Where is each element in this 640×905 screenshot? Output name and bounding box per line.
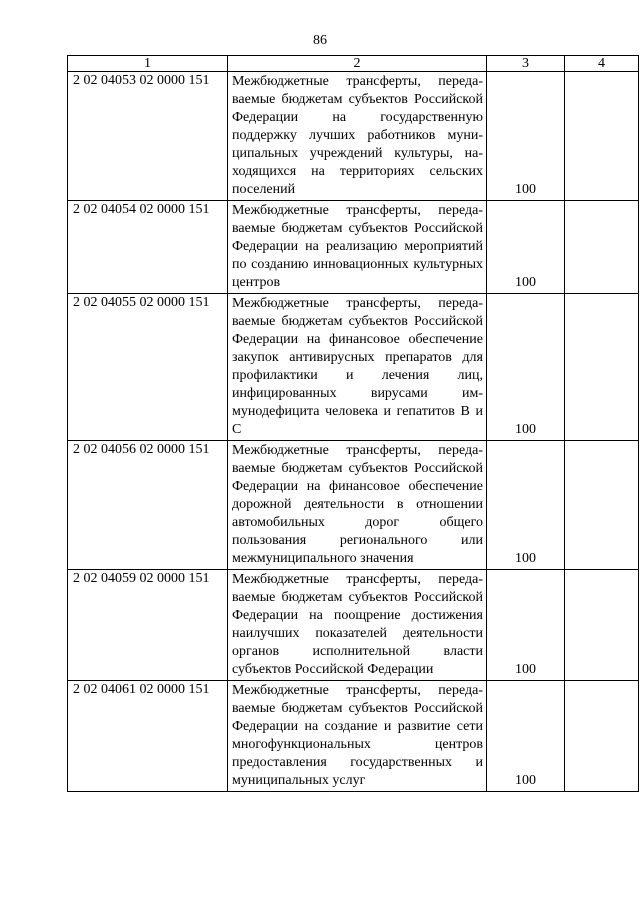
budget-code: 2 02 04053 02 0000 151 (68, 72, 228, 201)
column-4-cell (565, 570, 639, 681)
budget-table (67, 55, 639, 792)
amount: 100 (487, 294, 565, 441)
column-header-2: 2 (228, 56, 487, 72)
column-4-cell (565, 201, 639, 294)
table-body (68, 72, 639, 792)
table-row (68, 441, 639, 570)
page-number: 86 (313, 33, 327, 48)
column-header-3: 3 (487, 56, 565, 72)
description: Межбюджетные трансферты, передаваемые бюджетам субъектов Российской Федерации на поощрение достижения наилучших показателей деятельности органов исполнительной власти субъектов Российской Федерации (228, 570, 487, 681)
column-header-4: 4 (565, 56, 639, 72)
amount: 100 (487, 72, 565, 201)
table-row (68, 201, 639, 294)
budget-code: 2 02 04056 02 0000 151 (68, 441, 228, 570)
amount: 100 (487, 681, 565, 792)
amount: 100 (487, 570, 565, 681)
column-4-cell (565, 441, 639, 570)
column-4-cell (565, 681, 639, 792)
budget-code: 2 02 04059 02 0000 151 (68, 570, 228, 681)
column-4-cell (565, 294, 639, 441)
description: Межбюджетные трансферты, передаваемые бюджетам субъектов Российской Федерации на государственную поддержку лучших работников муниципальных учреждений культуры, находящихся на территориях сельских поселений (228, 72, 487, 201)
table-row (68, 72, 639, 201)
column-4-cell (565, 72, 639, 201)
amount: 100 (487, 441, 565, 570)
table-row (68, 681, 639, 792)
table-row (68, 294, 639, 441)
budget-code: 2 02 04061 02 0000 151 (68, 681, 228, 792)
budget-code: 2 02 04055 02 0000 151 (68, 294, 228, 441)
table-row (68, 570, 639, 681)
budget-code: 2 02 04054 02 0000 151 (68, 201, 228, 294)
description: Межбюджетные трансферты, передаваемые бюджетам субъектов Российской Федерации на финансовое обеспечение дорожной деятельности в отношении автомобильных дорог общего пользования регионального или межмуниципального значения (228, 441, 487, 570)
column-header-1: 1 (68, 56, 228, 72)
description: Межбюджетные трансферты, передаваемые бюджетам субъектов Российской Федерации на финансовое обеспечение закупок антивирусных препаратов для профилактики и лечения лиц, инфицированных вирусами иммунодефицита человека и гепатитов В и С (228, 294, 487, 441)
description: Межбюджетные трансферты, передаваемые бюджетам субъектов Российской Федерации на создание и развитие сети многофункциональных центров предоставления государственных и муниципальных услуг (228, 681, 487, 792)
description: Межбюджетные трансферты, передаваемые бюджетам субъектов Российской Федерации на реализацию мероприятий по созданию инновационных культурных центров (228, 201, 487, 294)
header-row (68, 56, 639, 72)
amount: 100 (487, 201, 565, 294)
table-header (68, 56, 639, 72)
